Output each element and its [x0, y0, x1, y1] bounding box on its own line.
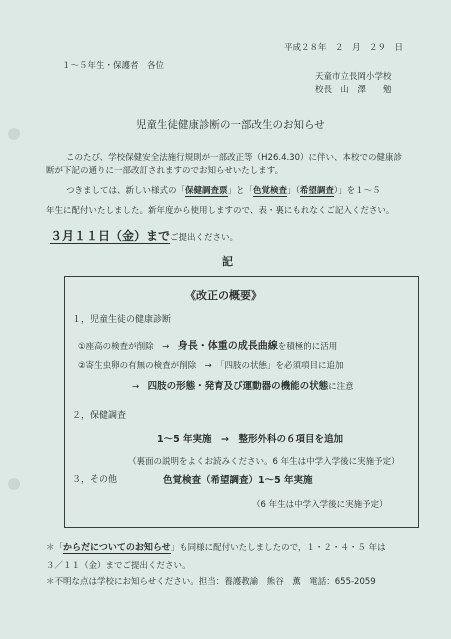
- footer-line-2: ３／１１（金）までご提出ください。: [46, 561, 191, 571]
- text-segment: を積極的に活用: [277, 342, 338, 352]
- section-3-title: ３，その他: [72, 475, 118, 485]
- document-date: 平成２８年 ２ 月 ２９ 日: [284, 43, 404, 53]
- deadline-date: ３月１１日（金）まで: [50, 229, 171, 243]
- paragraph-2-line-2: 年生に配付いたしました。新年度から使用しますので、表・裏にもれなくご記入ください。: [46, 206, 395, 216]
- text-segment: 」も同様に配付いたしましたので，１・２・４・５ 年は: [170, 543, 386, 553]
- principal-name: 校長 山 澤 勉: [315, 85, 392, 95]
- text-segment: 」と「: [227, 186, 254, 196]
- body-notice-name: からだについてのお知らせ: [63, 543, 171, 553]
- text-segment: →: [132, 382, 148, 392]
- form-name-request-survey: 希望調査: [299, 186, 334, 196]
- ki-heading: 記: [222, 255, 233, 268]
- text-segment: に注意: [328, 382, 354, 392]
- form-name-health-survey: 保健調査票: [185, 186, 228, 196]
- growth-curve-text: 身長・体重の成長曲線: [177, 341, 278, 352]
- section-2-title: ２，保健調査: [72, 411, 127, 421]
- section-3-item: 色覚検査（希望調査）1～5 年実施: [163, 475, 313, 486]
- addressee: １～５年生・保護者 各位: [62, 61, 165, 71]
- section-1-item-2: ②寄生虫卵の有無の検査が削除 → 「四肢の状態」を必須項目に追加: [78, 361, 344, 371]
- section-1-item-1: [78, 342, 337, 352]
- document-title: 児童生徒健康診断の一部改生のお知らせ: [136, 119, 325, 131]
- section-2-note: （裏面の説明をよくお読みください。6 年生は中学入学後に実施予定）: [128, 457, 400, 467]
- paragraph-1-line-2: 断が下記の通りに一部改訂されますのでお知らせいたします。: [46, 166, 284, 176]
- deadline-line: [50, 227, 238, 243]
- paragraph-2-line-1: [66, 187, 381, 196]
- school-name: 天童市立長岡小学校: [315, 72, 392, 82]
- punch-hole-top: [8, 128, 20, 140]
- text-segment: ①座高の検査が削除 →: [78, 342, 178, 352]
- deadline-suffix: ご提出ください。: [170, 233, 239, 243]
- box-heading: 《改正の概要》: [185, 289, 262, 302]
- text-segment: つきましては、新しい様式の「: [66, 186, 186, 196]
- text-segment: 」（: [287, 186, 300, 196]
- punch-hole-bottom: [8, 478, 20, 490]
- form-name-color-vision: 色覚検査: [253, 186, 288, 196]
- section-3-note: （6 年生は中学入学後に実施予定）: [252, 500, 388, 510]
- revision-summary-box: [64, 276, 419, 528]
- section-2-item: 1～5 年実施 → 整形外科の６項目を追加: [157, 434, 343, 445]
- paragraph-1-line-1: このたび、学校保健安全法施行規則が一部改正等（H26.4.30）に伴い、本校での健康診: [66, 153, 402, 163]
- text-segment: ）」を１～５: [333, 186, 381, 196]
- text-segment: ＊「: [46, 543, 64, 553]
- section-1-title: １，児童生徒の健康診断: [72, 315, 172, 325]
- limb-status-text: 四肢の形態・発育及び運動器の機能の状態: [147, 381, 329, 392]
- footer-line-1: [46, 544, 386, 553]
- section-1-item-3: [132, 382, 354, 392]
- footer-contact: ＊不明な点は学校にお知らせください。担当：養護教諭 熊谷 薫 電話：655-2059: [46, 577, 376, 587]
